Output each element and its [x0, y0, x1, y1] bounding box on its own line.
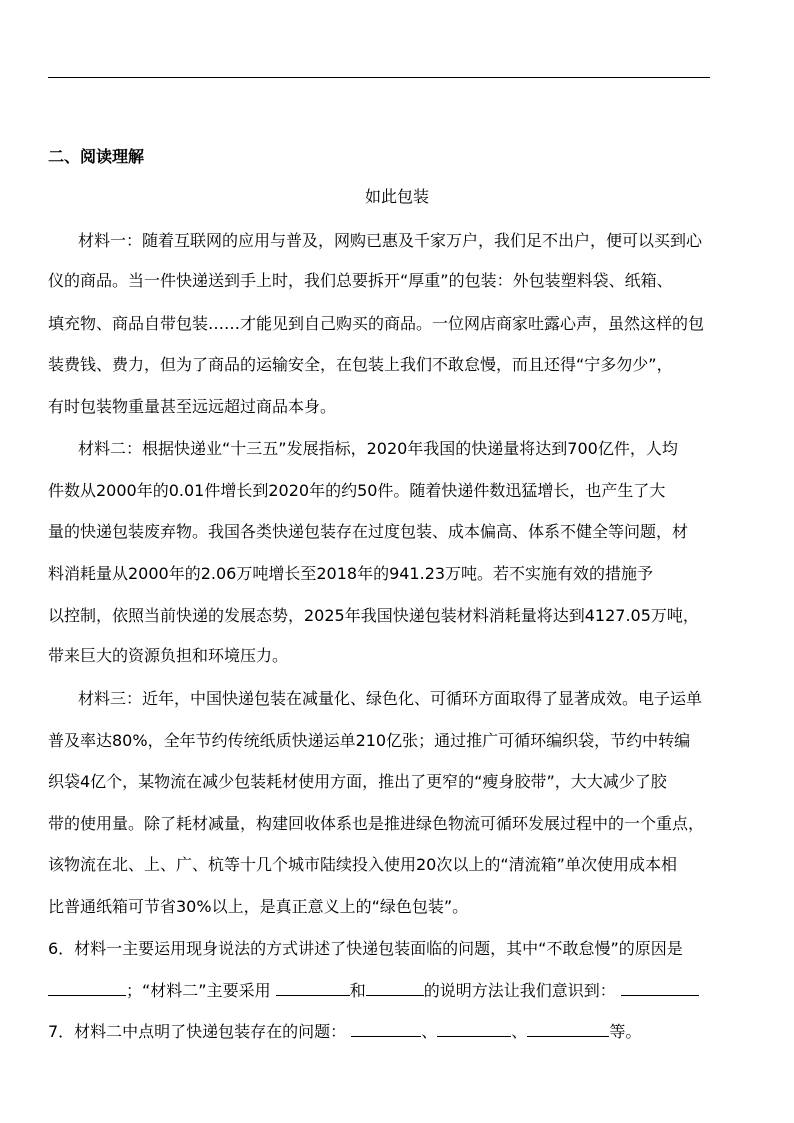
passage-title: 如此包装 — [364, 187, 429, 206]
section-heading: 二、阅读理解 — [48, 147, 145, 166]
material3-line: 材料三：近年，中国快递包装在减量化、绿色化、可循环方面取得了显著成效。电子运单 — [78, 689, 703, 708]
material1-line: 装费钱、费力，但为了商品的运输安全，在包装上我们不敢怠慢，而且还得“宁多勿少”， — [48, 355, 673, 374]
material3-line: 比普通纸箱可节省30%以上，是真正意义上的“绿色包装”。 — [48, 897, 469, 916]
material2-line: 以控制，依照当前快递的发展态势，2025年我国快递包装材料消耗量将达到4127.05万吨， — [48, 606, 699, 625]
question-6-text: 的说明方法让我们意识到： — [423, 981, 616, 1000]
question-7-end: 等。 — [609, 1022, 642, 1041]
material2-line: 带来巨大的资源负担和环境压力。 — [48, 646, 289, 665]
material3-line: 带的使用量。除了耗材减量，构建回收体系也是推进绿色物流可循环发展过程中的一个重点， — [48, 814, 705, 833]
question-6-text: ；“材料二”主要采用 — [126, 981, 271, 1000]
material2-line: 料消耗量从2000年的2.06万吨增长至2018年的941.23万吨。若不实施有效的措施予 — [48, 564, 654, 583]
question-6-answer-line — [48, 978, 764, 1001]
answer-blank[interactable] — [276, 981, 350, 996]
answer-blank[interactable] — [366, 981, 424, 996]
separator: 、 — [511, 1022, 528, 1041]
material1-line: 填充物、商品自带包装……才能见到自己购买的商品。一位网店商家吐露心声，虽然这样的包 — [48, 314, 705, 333]
question-7-line — [48, 1019, 764, 1042]
material1-line: 有时包装物重量甚至远远超过商品本身。 — [48, 397, 337, 416]
answer-blank[interactable] — [437, 1022, 511, 1037]
question-6-prompt: 6．材料一主要运用现身说法的方式讲述了快递包装面临的问题，其中“不敢怠慢”的原因是 — [48, 939, 683, 958]
top-divider — [48, 77, 710, 78]
answer-blank[interactable] — [527, 1022, 609, 1037]
question-7-prompt: 7．材料二中点明了快递包装存在的问题： — [48, 1022, 347, 1041]
material2-line: 量的快递包装废弃物。我国各类快递包装存在过度包装、成本偏高、体系不健全等问题，材 — [48, 522, 689, 541]
material3-line: 该物流在北、上、广、杭等十几个城市陆续投入使用20次以上的“清流箱”单次使用成本相 — [48, 855, 677, 874]
material3-line: 普及率达80%，全年节约传统纸质快递运单210亿张；通过推广可循环编织袋，节约中转编 — [48, 731, 691, 750]
separator: 、 — [421, 1022, 438, 1041]
material3-line: 织袋4亿个，某物流在减少包装耗材使用方面，推出了更窄的“瘦身胶带”，大大减少了胶 — [48, 772, 667, 791]
answer-blank[interactable] — [351, 1022, 421, 1037]
material2-line: 材料二：根据快递业“十三五”发展指标，2020年我国的快递量将达到700亿件，人均 — [78, 439, 678, 458]
material1-line: 仪的商品。当一件快递送到手上时，我们总要拆开“厚重”的包装：外包装塑料袋、纸箱、 — [48, 271, 673, 290]
answer-blank[interactable] — [621, 981, 699, 996]
material1-line: 材料一：随着互联网的应用与普及，网购已惠及千家万户，我们足不出户，便可以买到心 — [78, 231, 703, 250]
answer-blank[interactable] — [48, 981, 126, 996]
material2-line: 件数从2000年的0.01件增长到2020年的约50件。随着快递件数迅猛增长，也产生了大 — [48, 481, 666, 500]
question-6-text: 和 — [349, 981, 366, 1000]
